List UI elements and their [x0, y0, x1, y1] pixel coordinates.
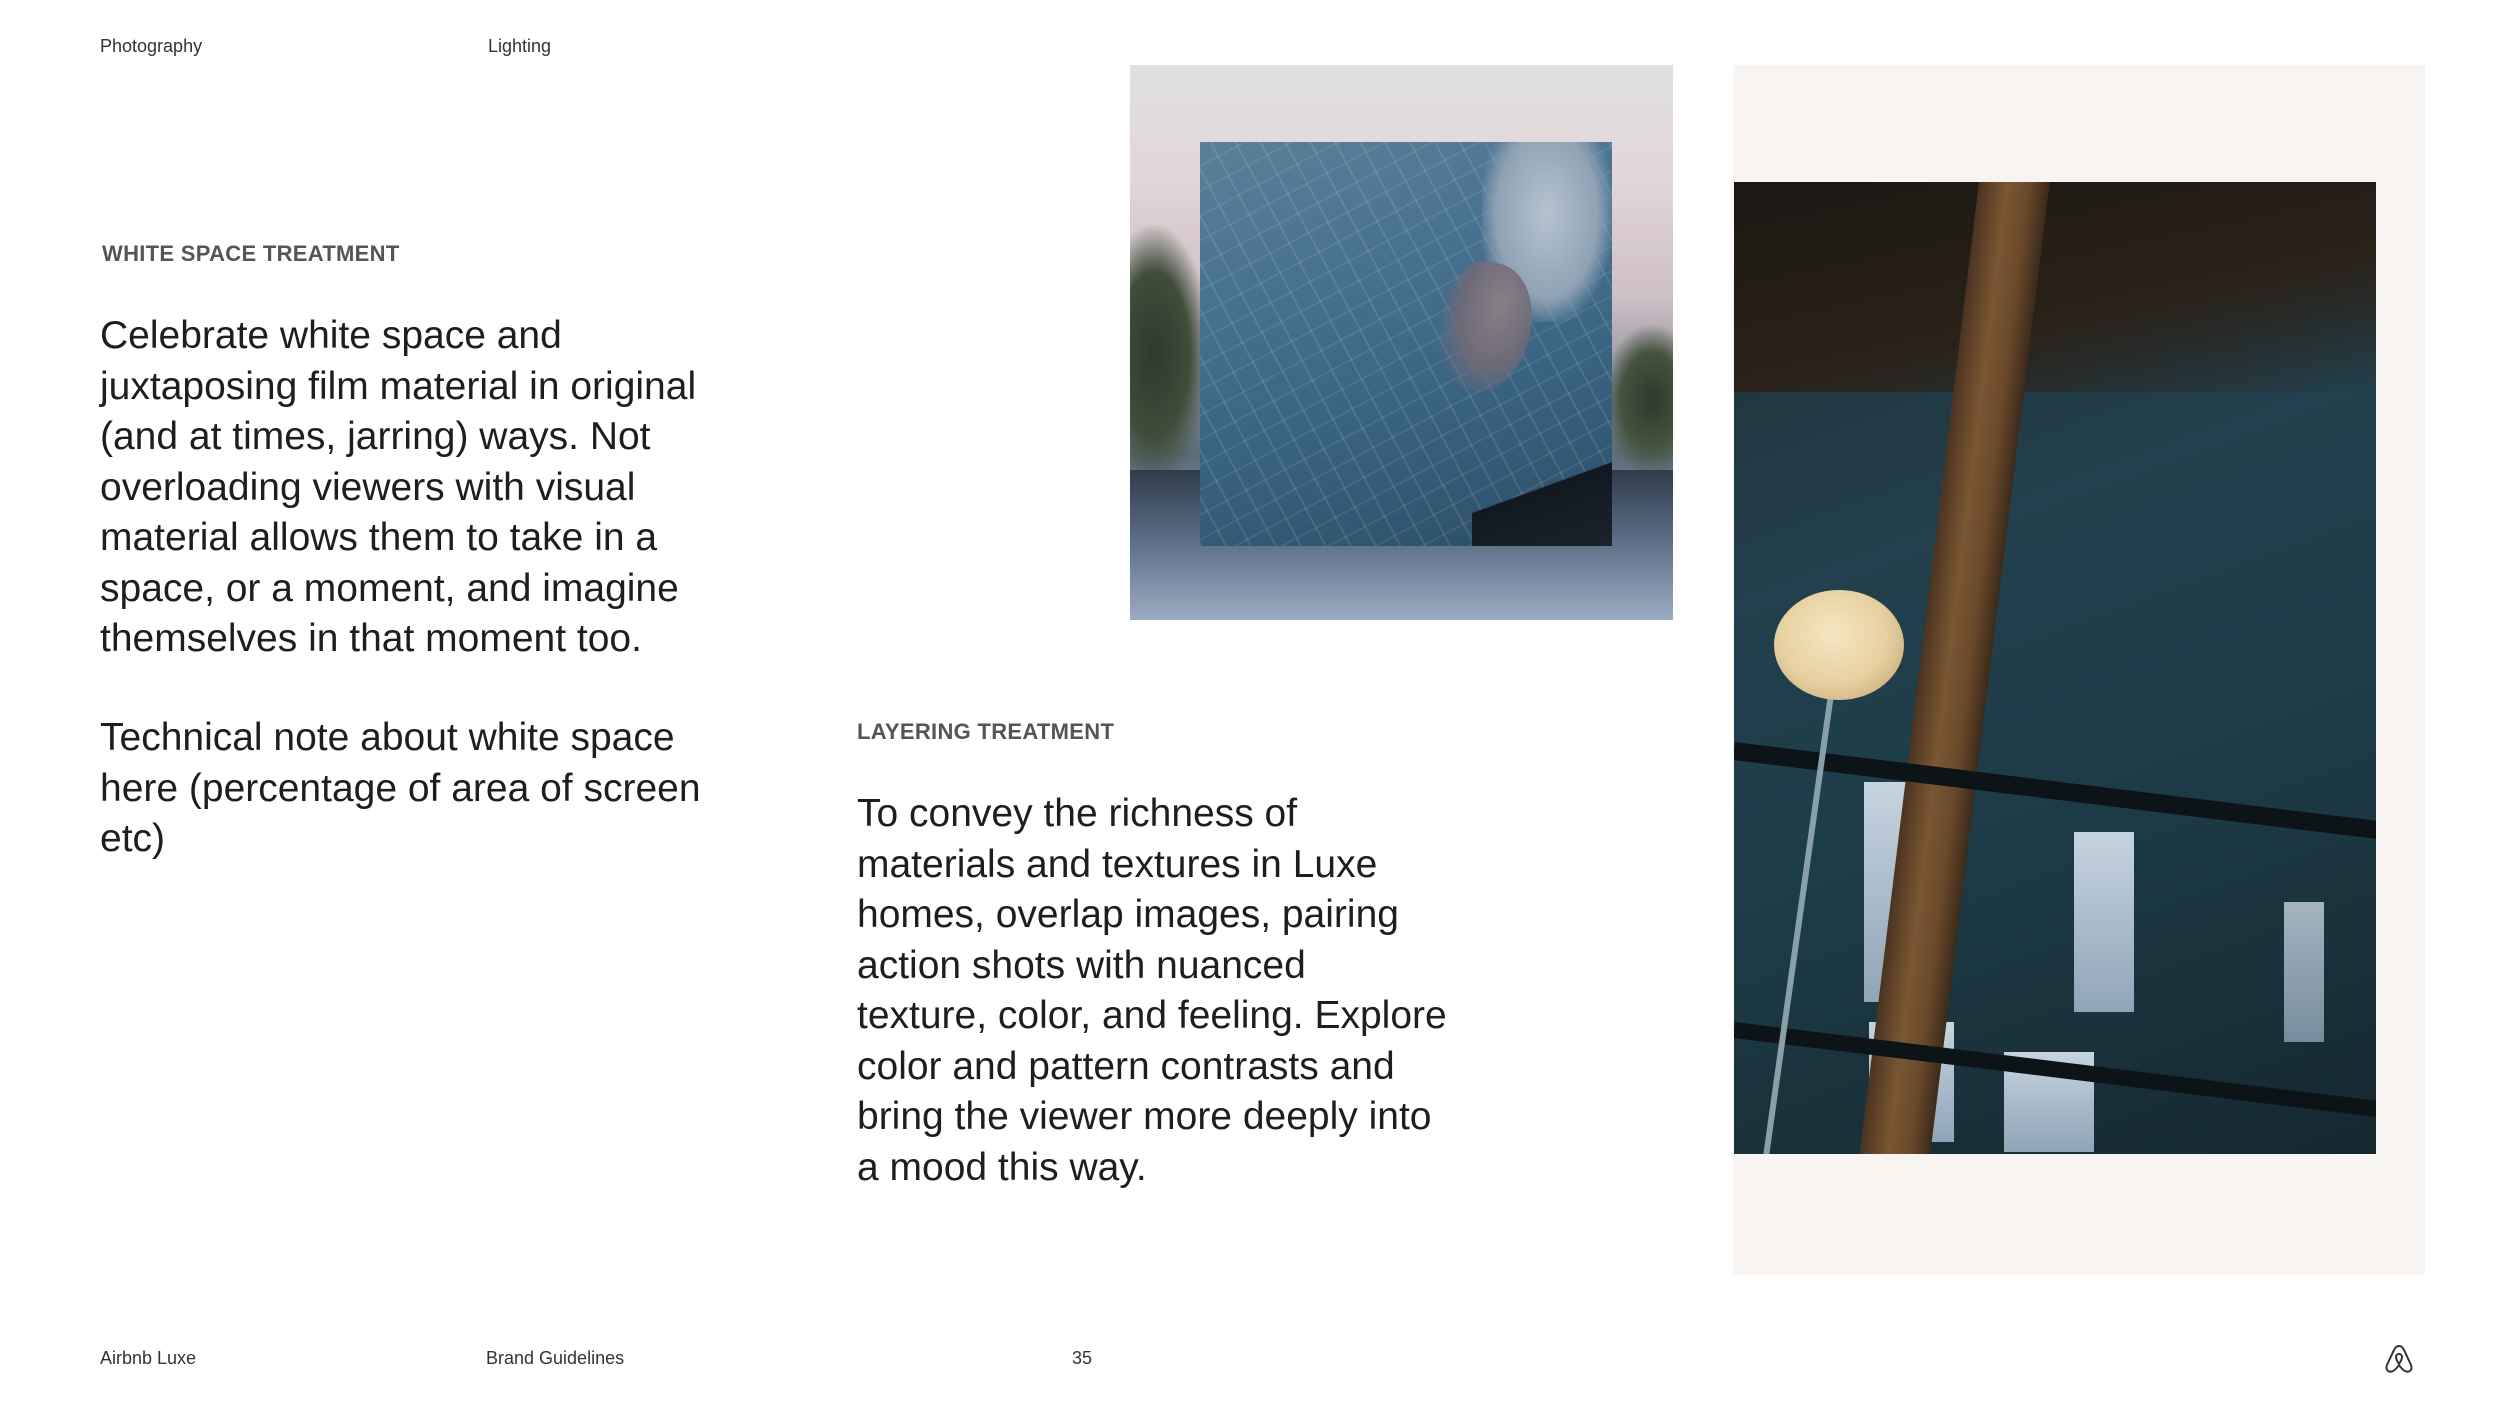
white-space-note: Technical note about white space here (percentage of area of screen etc) [100, 716, 701, 860]
white-space-body: Celebrate white space and juxtaposing film material in original (and at times, jarring) ways. Not overloading viewers with visual material allows them to take in a space, or a moment, and imagine themselves in that moment too. [100, 314, 697, 660]
tree-foliage-right [1603, 325, 1673, 475]
airbnb-logo-icon [2383, 1343, 2415, 1375]
wood-ceiling [1734, 182, 2376, 392]
pool-edge [1472, 456, 1612, 546]
interior-photo [1734, 182, 2376, 1154]
white-space-label: WHITE SPACE TREATMENT [102, 241, 400, 266]
globe-lamp [1774, 590, 1904, 700]
window-mullion [1734, 742, 2376, 845]
layering-label: LAYERING TREATMENT [857, 719, 1115, 744]
page-number: 35 [1072, 1348, 1093, 1368]
window-pane [2074, 832, 2134, 1012]
layering-body: To convey the richness of materials and textures in Luxe homes, overlap images, pairing action shots with nuanced texture, color, and feeling. Explore color and pattern contrasts and bring the viewer more deeply into a mood this way. [857, 792, 1447, 1189]
window-pane [2284, 902, 2324, 1042]
header-subsection: Lighting [488, 36, 552, 56]
footer-document: Brand Guidelines [486, 1348, 625, 1368]
footer-brand: Airbnb Luxe [100, 1348, 197, 1368]
tree-foliage-left [1130, 225, 1210, 485]
layered-photo-foreground [1200, 142, 1612, 546]
header-section: Photography [100, 36, 203, 56]
